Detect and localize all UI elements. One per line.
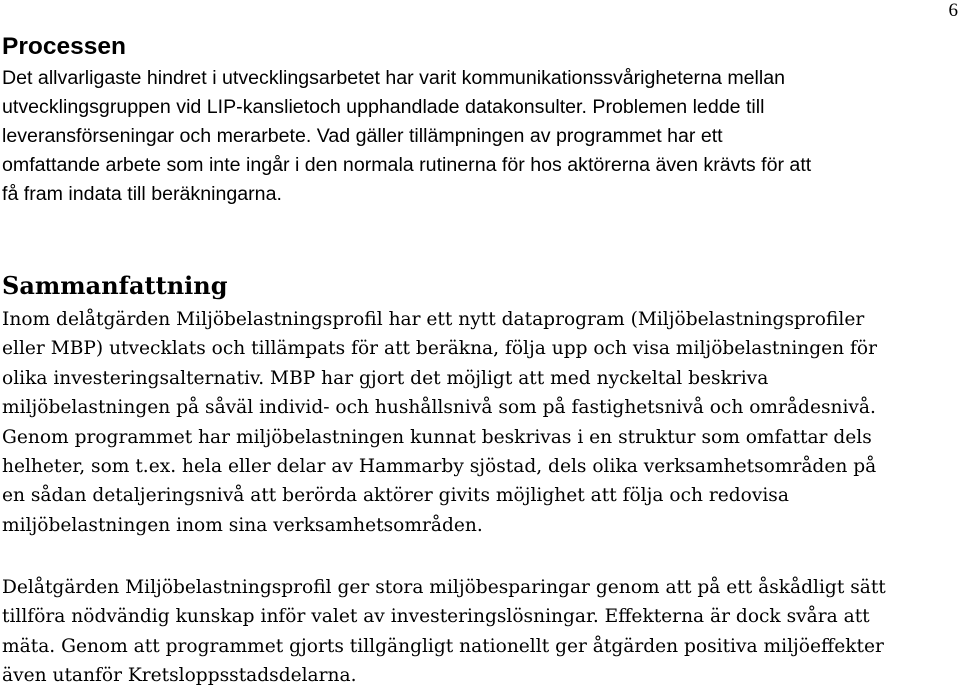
text-line: Delåtgärden Miljöbelastningsprofil ger stora miljöbesparingar genom att på ett åskådligt sätt bbox=[2, 577, 886, 598]
text-line: miljöbelastningen inom sina verksamhetsområden. bbox=[2, 514, 483, 536]
text-line: olika investeringsalternativ. MBP har gjort det möjligt att med nyckeltal beskriva bbox=[2, 367, 769, 389]
text-line: mäta. Genom att programmet gjorts tillgängligt nationellt ger åtgärden positiva miljöeffekter bbox=[2, 635, 884, 657]
section-title-processen: Processen bbox=[2, 33, 126, 60]
text-line: omfattande arbete som inte ingår i den normala rutinerna för hos aktörerna även krävts för att bbox=[2, 154, 812, 177]
text-line: få fram indata till beräkningarna. bbox=[2, 183, 282, 206]
text-line: leveransförseningar och merarbete. Vad gäller tillämpningen av programmet har ett bbox=[2, 125, 723, 148]
sammanfattning-paragraph-1 bbox=[2, 305, 954, 540]
text-line: Genom programmet har miljöbelastningen kunnat beskrivas i en struktur som omfattar dels bbox=[2, 426, 872, 448]
sammanfattning-paragraph-2 bbox=[2, 573, 954, 691]
text-line: helheter, som t.ex. hela eller delar av Hammarby sjöstad, dels olika verksamhetsområden på bbox=[2, 456, 877, 478]
page-number: 6 bbox=[948, 0, 958, 21]
processen-paragraph bbox=[2, 64, 954, 209]
text-line: en sådan detaljeringsnivå att berörda aktörer givits möjlighet att följa och redovisa bbox=[2, 485, 789, 507]
text-line: tillföra nödvändig kunskap inför valet av investeringslösningar. Effekterna är dock svåra att bbox=[2, 606, 870, 628]
text-line: eller MBP) utvecklats och tillämpats för att beräkna, följa upp och visa miljöbelastningen för bbox=[2, 338, 877, 360]
section-title-sammanfattning: Sammanfattning bbox=[2, 271, 228, 300]
text-line: Inom delåtgärden Miljöbelastningsprofil har ett nytt dataprogram (Miljöbelastningsprofiler bbox=[2, 309, 865, 330]
text-line: Det allvarligaste hindret i utvecklingsarbetet har varit kommunikationssvårigheterna mellan bbox=[2, 67, 786, 89]
text-line: även utanför Kretsloppsstadsdelarna. bbox=[2, 665, 357, 687]
text-line: miljöbelastningen på såväl individ- och hushållsnivå som på fastighetsnivå och områdesnivå. bbox=[2, 397, 876, 419]
text-line: utvecklingsgruppen vid LIP-kanslietoch upphandlade datakonsulter. Problemen ledde till bbox=[2, 96, 765, 119]
